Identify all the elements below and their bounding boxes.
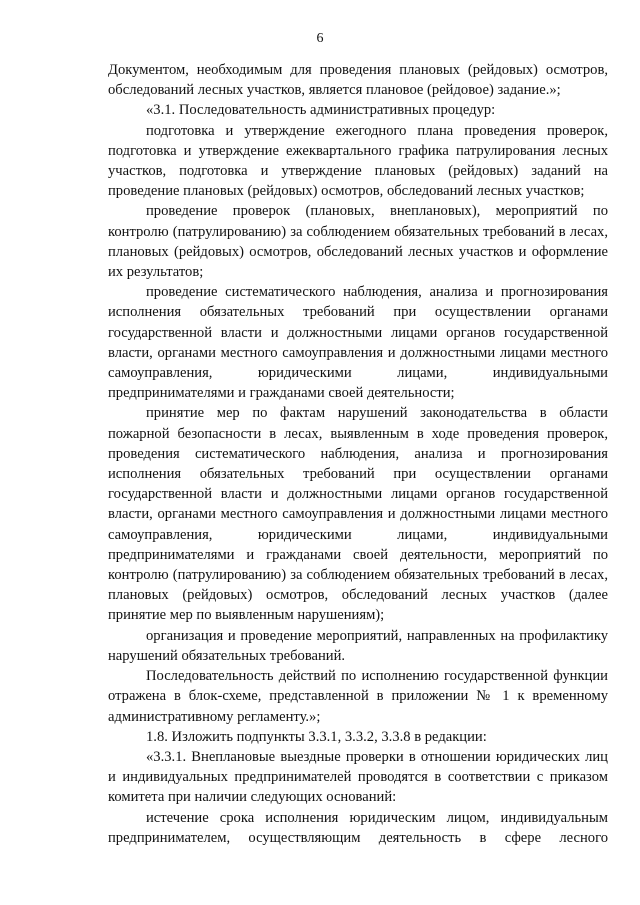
paragraph-document-task: Документом, необходимым для проведения плановых (рейдовых) осмотров, обследований лесных участков, является плановое (рейдовое) задание.»; xyxy=(108,62,608,99)
document-body xyxy=(108,60,608,848)
paragraph-deadline-expiry: истечение срока исполнения юридическим лицом, индивидуальным предпринимателем, осуществляющим деятельность в сфере лесного xyxy=(108,809,608,846)
page-number: 6 xyxy=(316,31,324,46)
paragraph-block-scheme: Последовательность действий по исполнению государственной функции отражена в блок-схеме, представленной в приложении № 1 к временному административному регламенту.»; xyxy=(108,668,608,725)
paragraph-plan-preparation: подготовка и утверждение ежегодного плана проведения проверок, подготовка и утверждение ежеквартального графика патрулирования лесных участков, подготовка и утверждение плановых (рейдовых) заданий на проведение плановых (рейдовых) осмотров, обследований лесных участков; xyxy=(108,122,608,200)
paragraph-inspections: проведение проверок (плановых, внеплановых), мероприятий по контролю (патрулированию) за соблюдением обязательных требований в лесах, плановых (рейдовых) осмотров, обследований лесных участков и оформление их результатов; xyxy=(108,203,608,281)
paragraph-1-8: 1.8. Изложить подпункты 3.3.1, 3.3.2, 3.3.8 в редакции: xyxy=(146,728,487,745)
paragraph-3-3-1: «3.3.1. Внеплановые выездные проверки в отношении юридических лиц и индивидуальных предпринимателей проводятся в соответствии с приказом комитета при наличии следующих оснований: xyxy=(108,748,608,806)
paragraph-3-1-heading: «3.1. Последовательность административных процедур: xyxy=(146,102,496,119)
paragraph-systematic-monitoring: проведение систематического наблюдения, анализа и прогнозирования исполнения обязательных требований при осуществлении органами государственной власти и должностными лицами органов государственной власти, органами местного самоуправления и должностными лицами местного самоуправления, юридическими лицами, индивидуальными предпринимателями и гражданами своей деятельности; xyxy=(108,284,608,402)
paragraph-violation-measures: принятие мер по фактам нарушений законодательства в области пожарной безопасности в лесах, выявленным в ходе проведения проверок, проведения систематического наблюдения, анализа и прогнозирования исполнения обязательных требований при осуществлении органами государственной власти и должностными лицами органов государственной власти, органами местного самоуправления и должностными лицами местного самоуправления, юридическими лицами, индивидуальными предпринимателями и гражданами своей деятельности, мероприятий по контролю (патрулированию) за соблюдением обязательных требований в лесах, плановых (рейдовых) осмотров, обследований лесных участков (далее принятие мер по выявленным нарушениям); xyxy=(108,405,608,624)
paragraph-prevention: организация и проведение мероприятий, направленных на профилактику нарушений обязательных требований. xyxy=(108,627,608,664)
